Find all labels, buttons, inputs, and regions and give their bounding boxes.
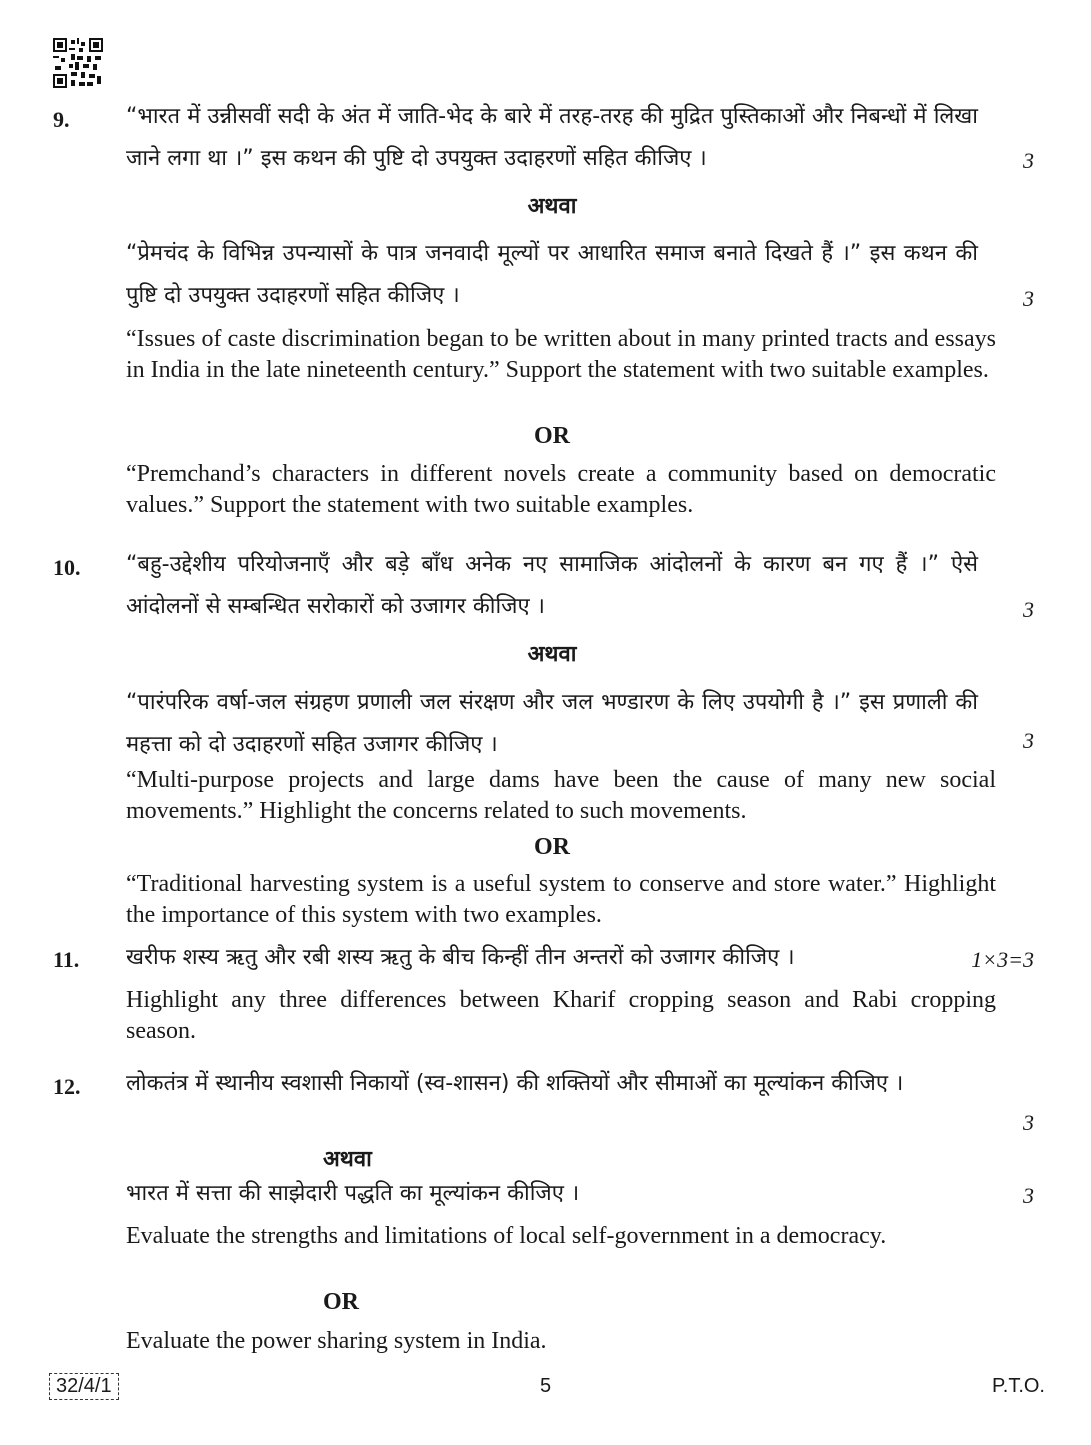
question-hindi-alt-text: भारत में सत्ता की साझेदारी पद्धति का मूल्यांकन कीजिए । <box>126 1181 580 1206</box>
question-alt-marks: 3 <box>1023 1183 1034 1208</box>
question-number: 12. <box>53 1074 81 1099</box>
hindi-or-label: अथवा <box>527 642 577 667</box>
question-marks: 3 <box>1023 597 1034 622</box>
question-marks: 3 <box>1023 148 1034 173</box>
question-hindi-alt-text: “पारंपरिक वर्षा-जल संग्रहण प्रणाली जल संरक्षण और जल भण्डारण के लिए उपयोगी है ।” इस प्रणाली की महत्ता को दो उदाहरणों सहित उजागर कीजिए । <box>126 690 978 757</box>
question-alt-marks: 3 <box>1023 728 1034 753</box>
english-or-label: OR <box>323 1289 359 1315</box>
question-marks: 3 <box>1023 1110 1034 1135</box>
hindi-or-label: अथवा <box>527 194 577 219</box>
question-marks: 1×3=3 <box>971 947 1034 972</box>
question-hindi-text: “भारत में उन्नीसवीं सदी के अंत में जाति-भेद के बारे में तरह-तरह की मुद्रित पुस्तिकाओं और निबन्धों में लिखा जाने लगा था ।” इस कथन की पुष्टि दो उपयुक्त उदाहरणों सहित कीजिए । <box>126 104 978 171</box>
question-hindi-text: लोकतंत्र में स्थानीय स्वशासी निकायों (स्व-शासन) की शक्तियों और सीमाओं का मूल्यांकन कीजिए । <box>126 1071 904 1096</box>
question-hindi-text: “बहु-उद्देशीय परियोजनाएँ और बड़े बाँध अनेक नए सामाजिक आंदोलनों के कारण बन गए हैं ।” ऐसे आंदोलनों से सम्बन्धित सरोकारों को उजागर कीजिए । <box>126 552 978 619</box>
question-number: 9. <box>53 107 70 132</box>
qr-code-icon <box>53 38 103 88</box>
hindi-or-label: अथवा <box>323 1147 372 1172</box>
question-english-alt-text: Evaluate the power sharing system in India. <box>126 1328 547 1354</box>
english-or-label: OR <box>534 423 570 449</box>
pto-label: P.T.O. <box>992 1375 1045 1397</box>
english-or-label: OR <box>534 834 570 860</box>
question-number: 11. <box>53 947 80 972</box>
question-number: 10. <box>53 555 81 580</box>
page-number: 5 <box>540 1375 552 1397</box>
question-hindi-text: खरीफ शस्य ऋतु और रबी शस्य ऋतु के बीच किन्हीं तीन अन्तरों को उजागर कीजिए । <box>126 945 795 970</box>
question-hindi-alt-text: “प्रेमचंद के विभिन्न उपन्यासों के पात्र जनवादी मूल्यों पर आधारित समाज बनाते दिखते हैं ।” इस कथन की पुष्टि दो उपयुक्त उदाहरणों सहित कीजिए । <box>126 241 978 308</box>
question-english-alt-text: “Traditional harvesting system is a useful system to conserve and store water.” Highlight the importance of this system with two examples. <box>126 871 996 928</box>
paper-code: 32/4/1 <box>49 1373 119 1400</box>
question-alt-marks: 3 <box>1023 286 1034 311</box>
question-english-text: Evaluate the strengths and limitations of local self-government in a democracy. <box>126 1223 887 1249</box>
question-english-text: “Multi-purpose projects and large dams have been the cause of many new social movements.” Highlight the concerns related to such movements. <box>126 767 996 824</box>
question-english-alt-text: “Premchand’s characters in different novels create a community based on democratic values.” Support the statement with two suitable examples. <box>126 461 996 518</box>
question-english-text: Highlight any three differences between Kharif cropping season and Rabi cropping season. <box>126 987 996 1044</box>
question-english-text: “Issues of caste discrimination began to be written about in many printed tracts and essays in India in the late nineteenth century.” Support the statement with two suitable examples. <box>126 326 996 383</box>
